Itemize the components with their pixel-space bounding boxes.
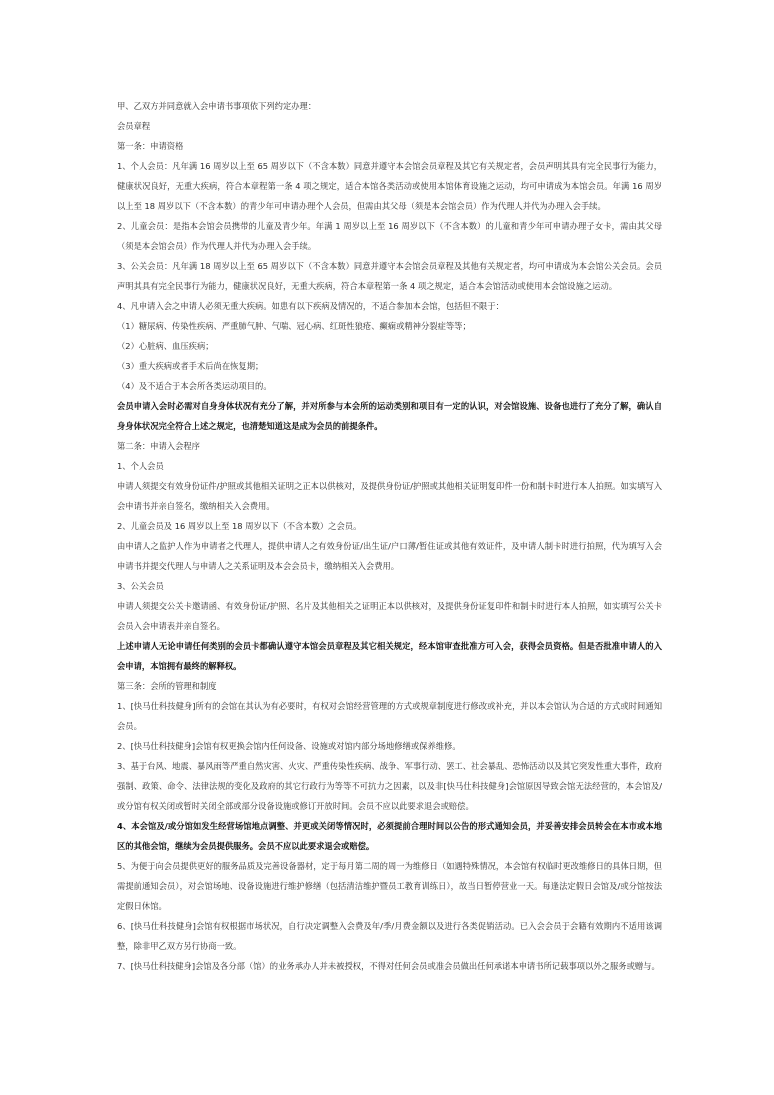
clause-paragraph: 5、为便于向会员提供更好的服务品质及完善设备器材，定于每月第二周的周一为维修日（如遇特殊情况，本会馆有权临时更改维修日的具体日期，但需提前通知会员），对会馆场地、设备设施进行维护修缮（包括清洁维护暨员工教育训练日），故当日暂停营业一天。每逢法定假日会馆及/或分馆按法定假日休馆。 [117, 861, 662, 911]
intro-line: 甲、乙双方并同意就入会申请书事项依下列约定办理： [117, 101, 317, 111]
article-heading: 第一条：申请资格 [117, 141, 184, 151]
clause-paragraph: 6、[快马仕科技健身]会馆有权根据市场状况，自行决定调整入会费及年/季/月费金额以及进行各类促销活动。已入会会员于会籍有效期内不适用该调整，除非甲乙双方另行协商一致。 [117, 921, 662, 951]
clause-paragraph: 2、儿童会员：是指本会馆会员携带的儿童及青少年。年满 1 周岁以上至 16 周岁以下（不含本数）的儿童和青少年可申请办理子女卡，需由其父母（须是本会馆会员）作为代理人并代为办理入会手续。 [117, 221, 662, 251]
subsection-heading: 3、公关会员 [117, 581, 164, 591]
subsection-heading: 1、个人会员 [117, 461, 164, 471]
clause-paragraph: 4、凡申请入会之申请人必须无重大疾病。如患有以下疾病及情况的，不适合参加本会馆，包括但不限于： [117, 301, 504, 311]
bold-notice: 上述申请人无论申请任何类别的会员卡都确认遵守本馆会员章程及其它相关规定，经本馆审查批准方可入会，获得会员资格。但是否批准申请人的入会申请，本馆拥有最终的解释权。 [117, 641, 662, 671]
clause-paragraph: 申请人须提交有效身份证件/护照或其他相关证明之正本以供核对，及提供身份证/护照或其他相关证明复印件一份和制卡时进行本人拍照。如实填写入会申请书并亲自签名，缴纳相关入会费用。 [117, 481, 662, 511]
clause-paragraph: 3、基于台风、地震、暴风雨等严重自然灾害、火灾、严重传染性疾病、战争、军事行动、罢工、社会暴乱、恐怖活动以及其它突发性重大事件，政府强制、政策、命令、法律法规的变化及政府的其它行政行为等等不可抗力之因素，以及非[快马仕科技健身]会馆原因导致会馆无法经营的，本会馆及/或分馆有权关闭或暂时关闭全部或部分设备设施或修订开放时间。会员不应以此要求退会或赔偿。 [117, 761, 662, 811]
clause-paragraph: 由申请人之监护人作为申请者之代理人，提供申请人之有效身份证/出生证/户口薄/暂住证或其他有效证件，及申请人制卡时进行拍照，代为填写入会申请书并提交代理人与申请人之关系证明及本会会员卡，缴纳相关入会费用。 [117, 541, 662, 571]
list-item: （4）及不适合于本会所各类运动项目的。 [117, 381, 272, 391]
list-item: （2）心脏病、血压疾病； [117, 341, 214, 351]
document-body [117, 96, 662, 976]
clause-paragraph: 申请人须提交公关卡邀请函、有效身份证/护照、名片及其他相关之证明正本以供核对，及提供身份证复印件和制卡时进行本人拍照，如实填写公关卡会员入会申请表并亲自签名。 [117, 601, 662, 631]
list-item: （1）糖尿病、传染性疾病、严重肺气肿、气喘、冠心病、红斑性狼疮、癫痫或精神分裂症等等； [117, 321, 471, 331]
subsection-heading: 2、儿童会员及 16 周岁以上至 18 周岁以下（不含本数）之会员。 [117, 521, 362, 531]
clause-paragraph: 1、个人会员：凡年满 16 周岁以上至 65 周岁以下（不含本数）同意并遵守本会馆会员章程及其它有关规定者，会员声明其具有完全民事行为能力，健康状况良好，无重大疾病，符合本章程第一条 4 项之规定，适合本馆各类活动或使用本馆体育设施之运动，均可申请成为本馆会员。年满 16 周岁以上至 18 周岁以下（不含本数）的青少年可申请办理个人会员，但需由其父母（须是本会馆会员）作为代理人并代为办理入会手续。 [117, 161, 662, 211]
clause-paragraph: 2、[快马仕科技健身]会馆有权更换会馆内任何设备、设施或对馆内部分场地修缮或保养维修。 [117, 741, 461, 751]
bold-notice: 会员申请入会时必需对自身身体状况有充分了解，并对所参与本会所的运动类别和项目有一定的认识，对会馆设施、设备也进行了充分了解，确认自身身体状况完全符合上述之规定，也清楚知道这是成为会员的前提条件。 [117, 401, 662, 431]
article-heading: 第二条：申请入会程序 [117, 441, 200, 451]
section-title: 会员章程 [117, 121, 151, 131]
clause-paragraph: 3、公关会员：凡年满 18 周岁以上至 65 周岁以下（不含本数）同意并遵守本会馆会员章程及其他有关规定者，均可申请成为本会馆公关会员。会员声明其具有完全民事行为能力，健康状况良好，无重大疾病，符合本章程第一条 4 项之规定，适合本会馆活动或使用本会馆设施之运动。 [117, 261, 662, 291]
clause-paragraph: 7、[快马仕科技健身]会馆及各分部（馆）的业务承办人并未被授权，不得对任何会员或准会员做出任何承诺本申请书所记载事项以外之服务或赠与。 [117, 961, 660, 971]
clause-paragraph: 1、[快马仕科技健身]所有的会馆在其认为有必要时，有权对会馆经营管理的方式或规章制度进行修改或补充，并以本会馆认为合适的方式或时间通知会员。 [117, 701, 662, 731]
article-heading: 第三条：会所的管理和制度 [117, 681, 217, 691]
bold-notice: 4、本会馆及/或分馆如发生经营场馆地点调整、并更或关闭等情况时，必须提前合理时间以公告的形式通知会员，并妥善安排会员转会在本市或本地区的其他会馆，继续为会员提供服务。会员不应以此要求退会或赔偿。 [117, 821, 662, 851]
list-item: （3）重大疾病或者手术后尚在恢复期； [117, 361, 264, 371]
